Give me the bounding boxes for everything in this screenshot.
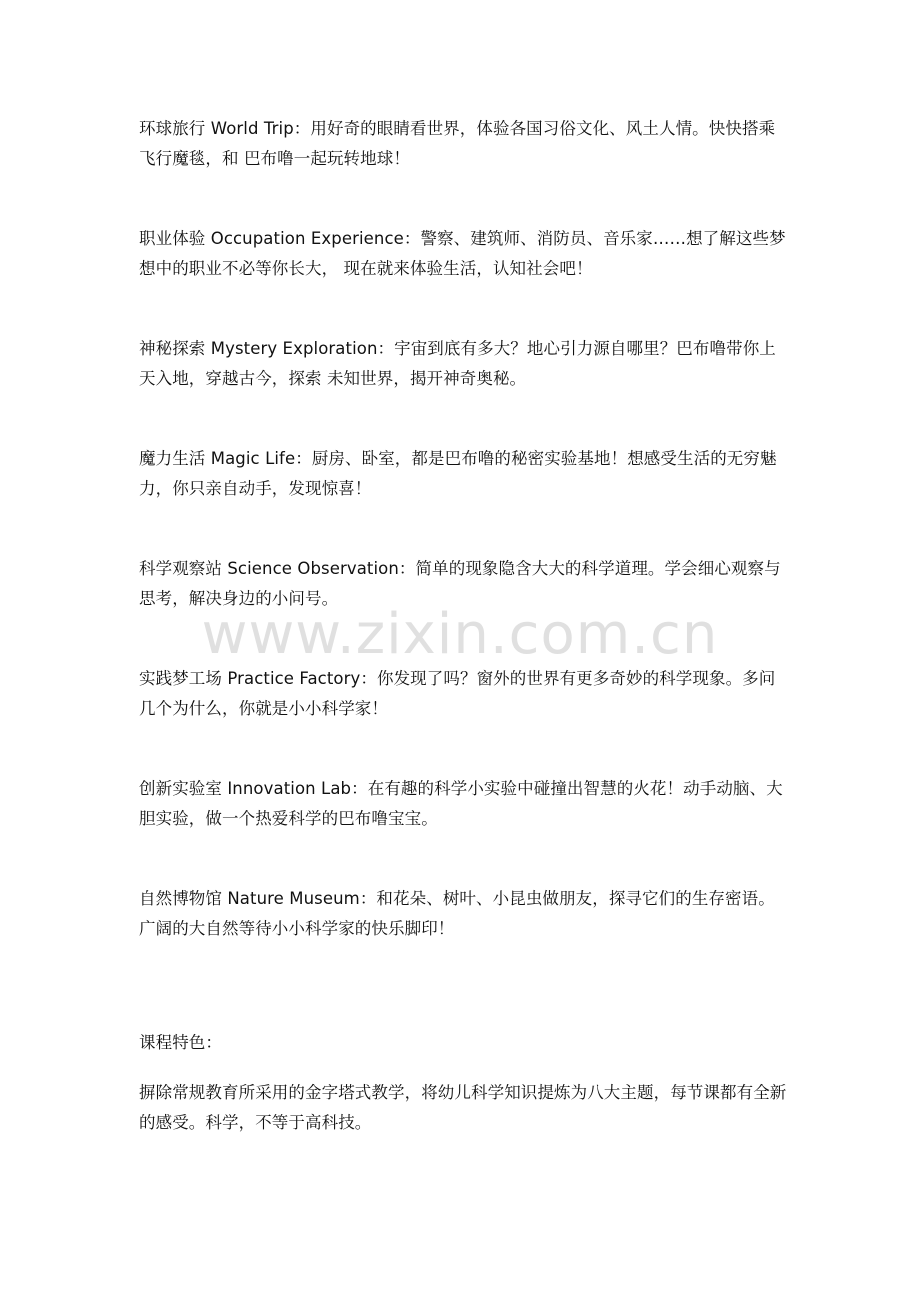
features-heading: 课程特色： xyxy=(139,1033,222,1052)
theme-paragraph-magic-life: 魔力生活 Magic Life：厨房、卧室，都是巴布噜的秘密实验基地！想感受生活的无穷魅力，你只亲自动手，发现惊喜！ xyxy=(139,449,777,498)
theme-paragraph-practice-factory: 实践梦工场 Practice Factory：你发现了吗？窗外的世界有更多奇妙的科学现象。多问几个为什么，你就是小小科学家！ xyxy=(139,669,776,718)
document-body xyxy=(139,114,789,1138)
theme-paragraph-occupation-experience: 职业体验 Occupation Experience：警察、建筑师、消防员、音乐家……想了解这些梦想中的职业不必等你长大， 现在就来体验生活，认知社会吧！ xyxy=(139,229,786,278)
theme-paragraph-world-trip: 环球旅行 World Trip：用好奇的眼睛看世界，体验各国习俗文化、风土人情。快快搭乘飞行魔毯，和 巴布噜一起玩转地球！ xyxy=(139,119,776,168)
theme-paragraph-innovation-lab: 创新实验室 Innovation Lab：在有趣的科学小实验中碰撞出智慧的火花！动手动脑、大胆实验，做一个热爱科学的巴布噜宝宝。 xyxy=(139,779,783,828)
theme-paragraph-mystery-exploration: 神秘探索 Mystery Exploration：宇宙到底有多大？地心引力源自哪里？巴布噜带你上天入地，穿越古今，探索 未知世界，揭开神奇奥秘。 xyxy=(139,339,776,388)
theme-paragraph-science-observation: 科学观察站 Science Observation：简单的现象隐含大大的科学道理。学会细心观察与思考，解决身边的小问号。 xyxy=(139,559,781,608)
watermark: www.zixin.com.cn xyxy=(201,602,719,667)
features-paragraph: 摒除常规教育所采用的金字塔式教学，将幼儿科学知识提炼为八大主题，每节课都有全新的感受。科学，不等于高科技。 xyxy=(139,1083,787,1132)
theme-paragraph-nature-museum: 自然博物馆 Nature Museum：和花朵、树叶、小昆虫做朋友，探寻它们的生存密语。广阔的大自然等待小小科学家的快乐脚印！ xyxy=(139,889,775,938)
